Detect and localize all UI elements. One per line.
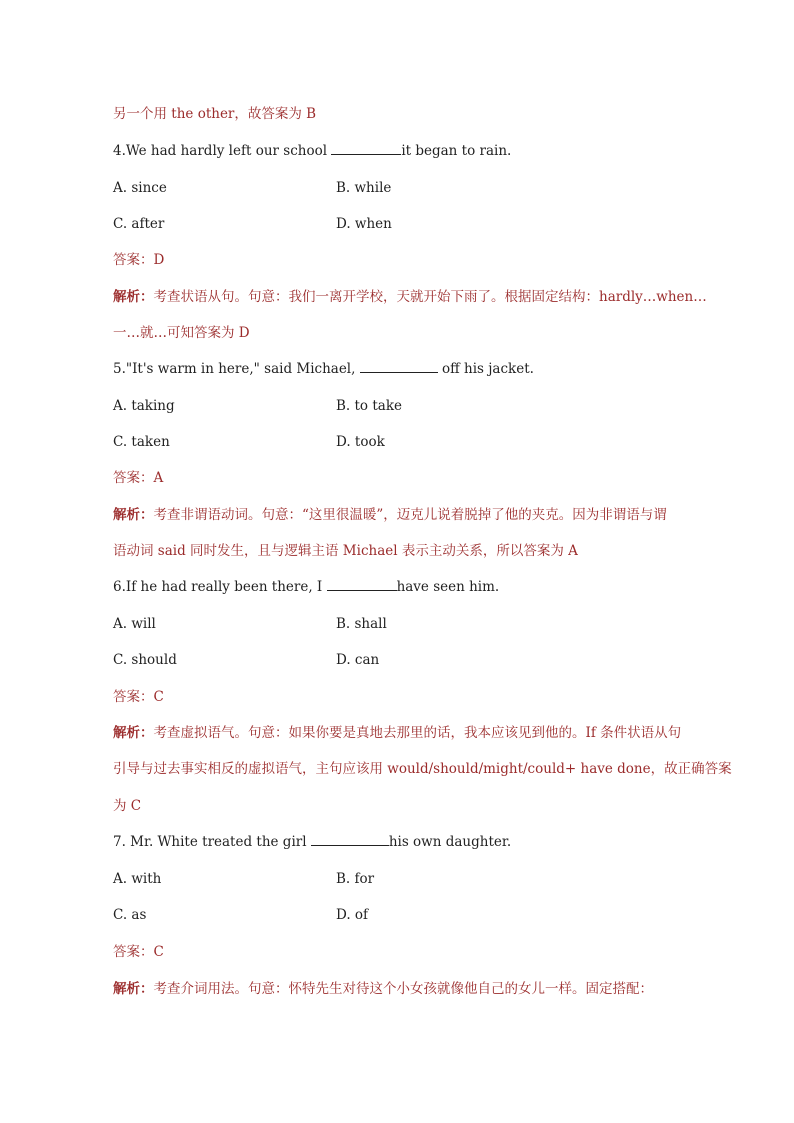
stem-part-b: have seen him. — [396, 579, 500, 595]
explanation-label: 解析： — [113, 725, 154, 741]
question-4-stem — [113, 142, 511, 160]
q5-explanation-line-2: 语动词 said 同时发生，且与逻辑主语 Michael 表示主动关系，所以答案为 A — [113, 543, 578, 559]
explanation-label: 解析： — [113, 289, 154, 305]
question-7-stem — [113, 833, 511, 851]
q5-option-d: D. took — [336, 434, 385, 450]
q7-option-c: C. as — [113, 907, 147, 923]
q5-answer: 答案：A — [113, 470, 164, 486]
q7-answer: 答案：C — [113, 944, 164, 960]
stem-part-b: his own daughter. — [388, 834, 512, 850]
q6-explanation-line-2: 引导与过去事实相反的虚拟语气，主句应该用 would/should/might/could+ have done，故正确答案 — [113, 761, 732, 777]
q7-option-d: D. of — [336, 907, 369, 923]
q7-option-b: B. for — [336, 871, 375, 887]
q4-option-c: C. after — [113, 216, 165, 232]
q4-option-a: A. since — [113, 180, 167, 196]
answer-blank — [331, 142, 401, 155]
q6-explanation-line-3: 为 C — [113, 798, 142, 814]
q6-option-c: C. should — [113, 652, 177, 668]
question-6-stem — [113, 578, 499, 596]
q7-option-a: A. with — [113, 871, 162, 887]
q5-option-c: C. taken — [113, 434, 170, 450]
q4-answer: 答案：D — [113, 252, 165, 268]
q5-option-b: B. to take — [336, 398, 402, 414]
top-note: 另一个用 the other，故答案为 B — [113, 106, 317, 122]
explanation-text: 考查虚拟语气。句意：如果你要是真地去那里的话，我本应该见到他的。If 条件状语从句 — [153, 725, 682, 741]
q6-option-d: D. can — [336, 652, 380, 668]
q4-option-d: D. when — [336, 216, 392, 232]
q6-answer: 答案：C — [113, 689, 164, 705]
q4-option-b: B. while — [336, 180, 392, 196]
explanation-text: 考查介词用法。句意：怀特先生对待这个小女孩就像他自己的女儿一样。固定搭配： — [153, 981, 653, 997]
q6-explanation-line-1 — [113, 724, 681, 742]
q5-option-a: A. taking — [113, 398, 175, 414]
explanation-label: 解析： — [113, 507, 154, 523]
stem-part-a: 6.If he had really been there, I — [113, 579, 327, 595]
q4-explanation-line-1 — [113, 288, 707, 306]
answer-blank — [311, 833, 389, 846]
q7-explanation-line-1 — [113, 980, 653, 998]
explanation-text: 考查非谓语动词。句意：“这里很温暖”，迈克儿说着脱掉了他的夹克。因为非谓语与谓 — [153, 507, 667, 523]
explanation-text: 考查状语从句。句意：我们一离开学校，天就开始下雨了。根据固定结构：hardly…when… — [153, 289, 707, 305]
stem-part-a: 5."It's warm in here," said Michael, — [113, 361, 360, 377]
q5-explanation-line-1 — [113, 506, 667, 524]
stem-part-b: it began to rain. — [401, 143, 512, 159]
stem-part-b: off his jacket. — [437, 361, 534, 377]
q6-option-a: A. will — [113, 616, 156, 632]
answer-blank — [360, 360, 438, 373]
stem-part-a: 7. Mr. White treated the girl — [113, 834, 311, 850]
answer-blank — [327, 578, 397, 591]
q6-option-b: B. shall — [336, 616, 387, 632]
explanation-label: 解析： — [113, 981, 154, 997]
question-5-stem — [113, 360, 534, 378]
q4-explanation-line-2: 一…就…可知答案为 D — [113, 325, 250, 341]
stem-part-a: 4.We had hardly left our school — [113, 143, 332, 159]
